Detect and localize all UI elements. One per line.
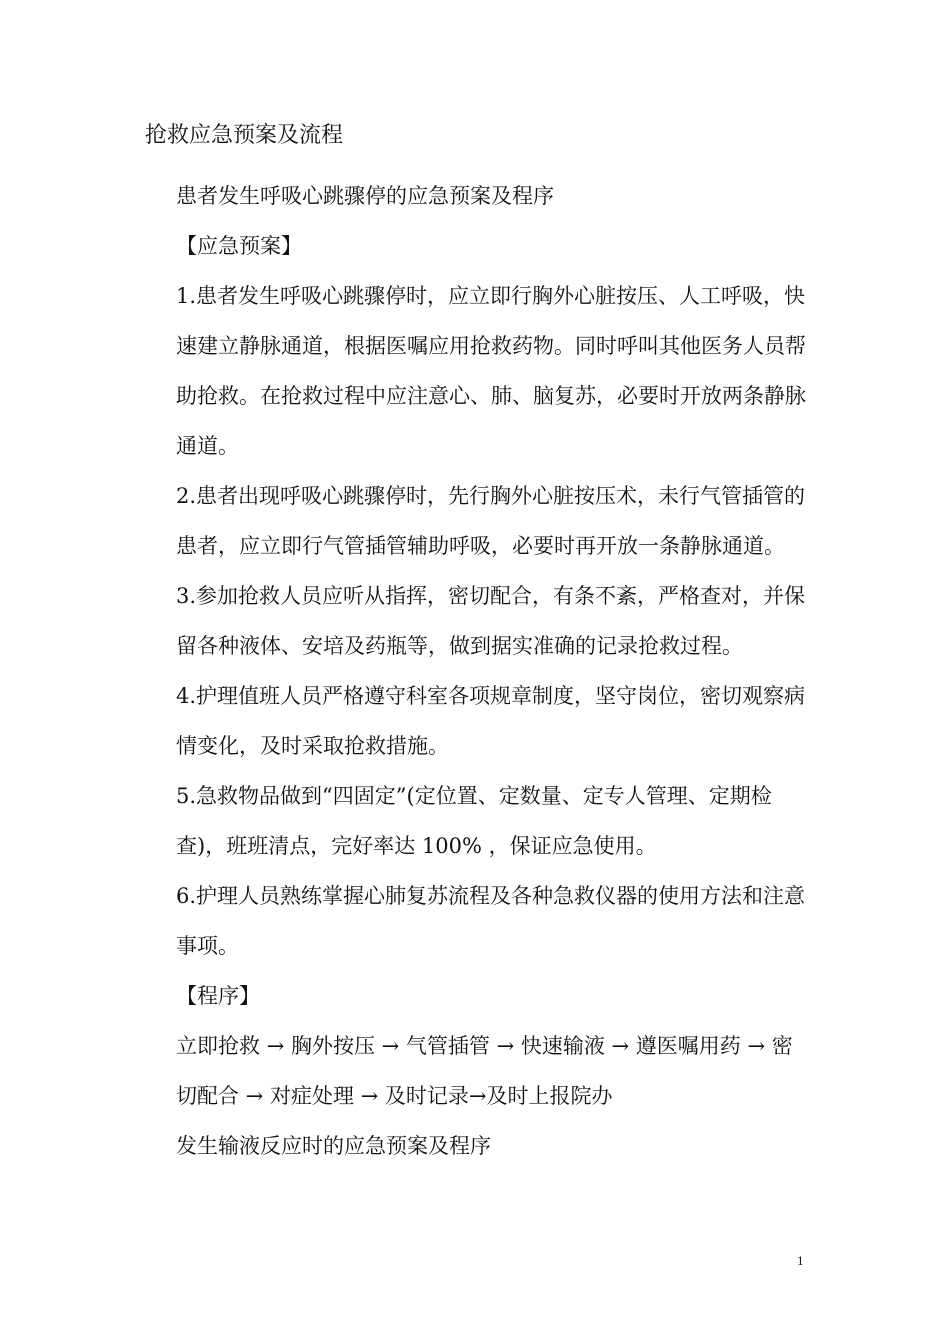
procedure-heading: 【程序】 [176,984,260,1008]
document-body [176,171,806,1171]
plan-item-3: 3.参加抢救人员应听从指挥，密切配合，有条不紊，严格查对，并保留各种液体、安培及药瓶等，做到据实准确的记录抢救过程。 [176,584,806,658]
plan-item-2: 2.患者出现呼吸心跳骤停时，先行胸外心脏按压术，未行气管插管的患者，应立即行气管插管辅助呼吸，必要时再开放一条静脉通道。 [176,484,806,558]
next-section-title: 发生输液反应时的应急预案及程序 [176,1134,491,1158]
plan-item-6: 6.护理人员熟练掌握心肺复苏流程及各种急救仪器的使用方法和注意事项。 [176,884,806,958]
section-title: 患者发生呼吸心跳骤停的应急预案及程序 [176,184,554,208]
document-title: 抢救应急预案及流程 [145,123,344,148]
plan-item-4: 4.护理值班人员严格遵守科室各项规章制度，坚守岗位，密切观察病情变化，及时采取抢救措施。 [176,684,806,758]
procedure-flow: 立即抢救 → 胸外按压 → 气管插管 → 快速输液 → 遵医嘱用药 → 密切配合 → 对症处理 → 及时记录→及时上报院办 [176,1034,793,1108]
plan-item-1: 1.患者发生呼吸心跳骤停时，应立即行胸外心脏按压、人工呼吸，快速建立静脉通道，根据医嘱应用抢救药物。同时呼叫其他医务人员帮助抢救。在抢救过程中应注意心、肺、脑复苏，必要时开放两条静脉通道。 [176,284,806,458]
plan-heading: 【应急预案】 [176,234,302,258]
page-number: 1 [797,1253,804,1268]
plan-item-5: 5.急救物品做到“四固定”(定位置、定数量、定专人管理、定期检查)，班班清点，完好率达 100% ，保证应急使用。 [176,784,772,858]
